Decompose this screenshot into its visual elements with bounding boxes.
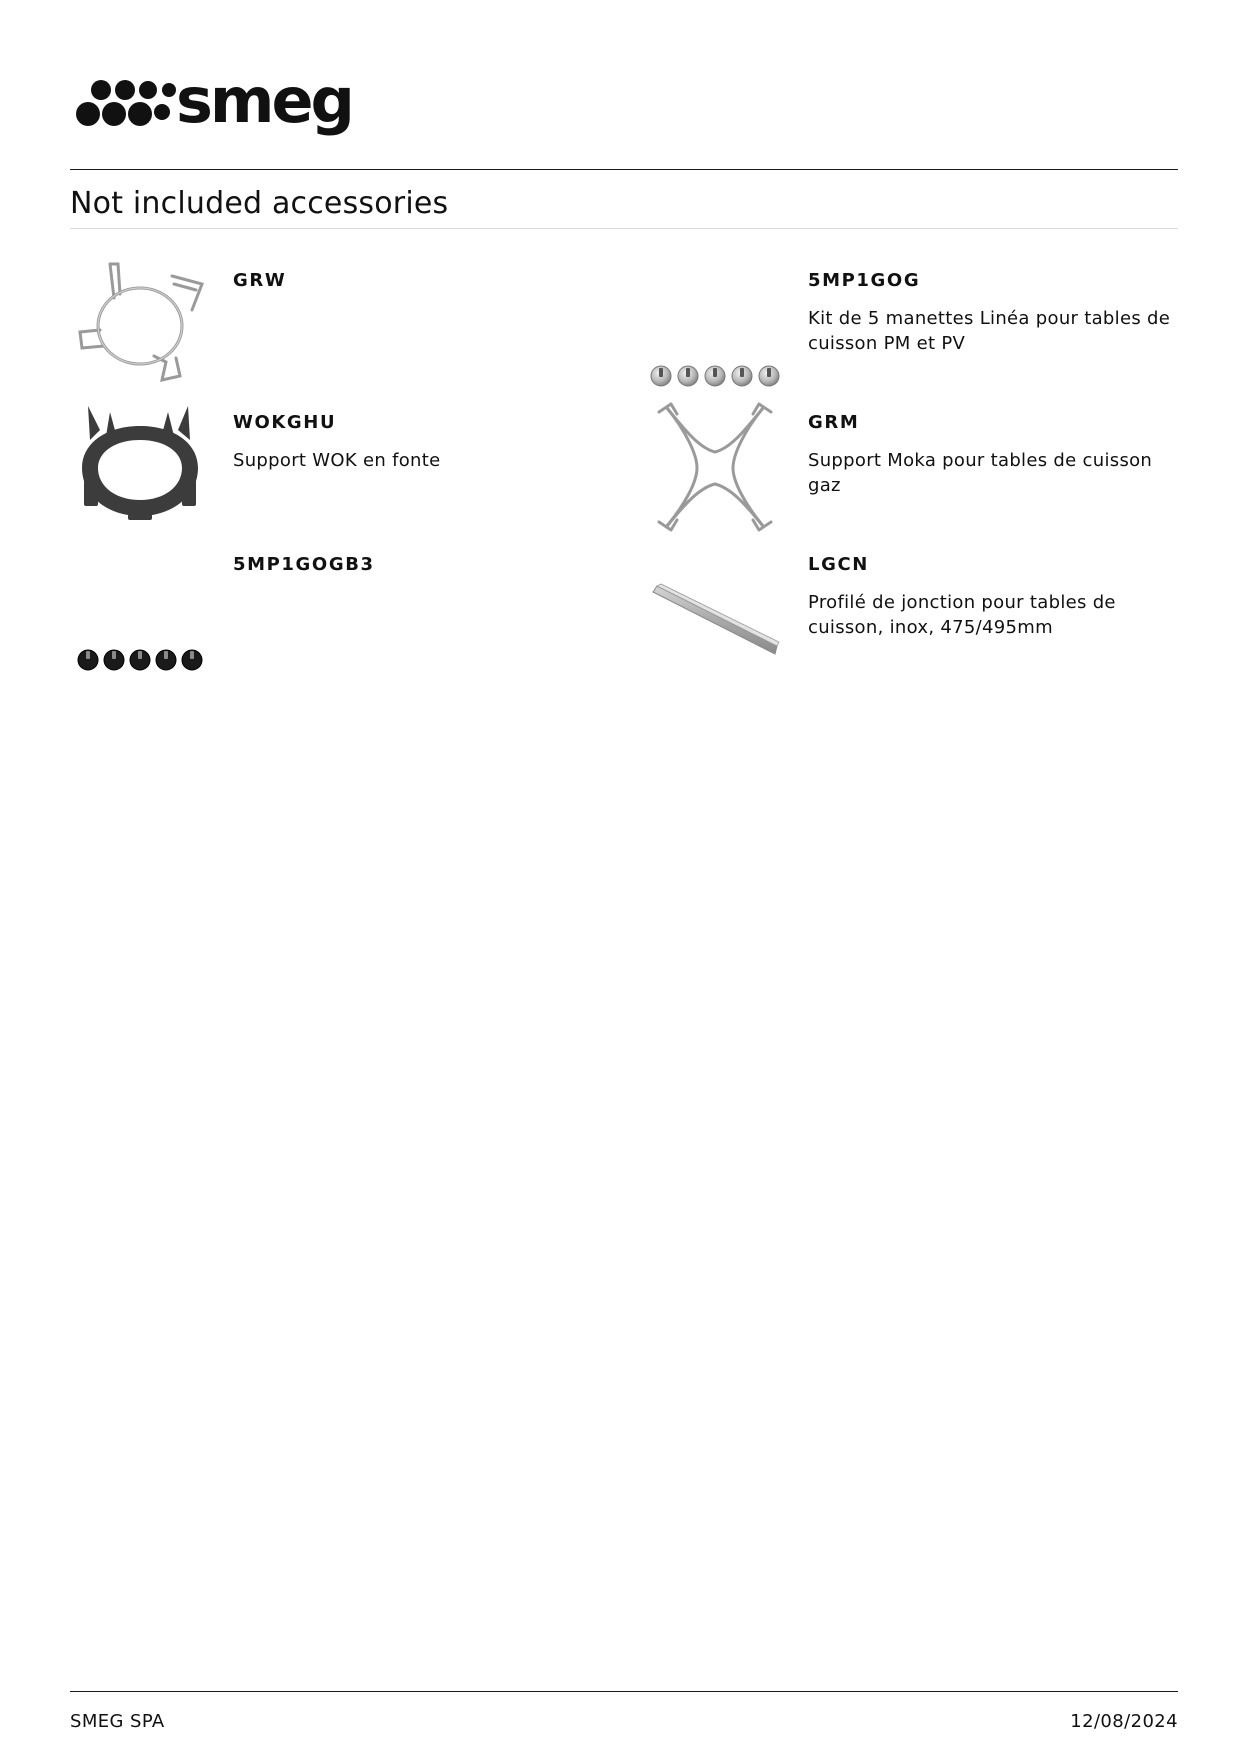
accessory-code: GRM xyxy=(808,412,860,433)
accessory-item xyxy=(645,400,1185,535)
footer-divider xyxy=(70,1691,1178,1692)
accessory-code: LGCN xyxy=(808,554,869,575)
accessory-description: Support WOK en fonte xyxy=(233,450,441,471)
section-divider xyxy=(70,228,1178,229)
smeg-logo-icon xyxy=(74,66,384,136)
accessory-item xyxy=(70,400,610,535)
accessory-code: 5MP1GOGB3 xyxy=(233,554,375,575)
black-knobs-icon xyxy=(70,542,210,677)
cast-iron-wok-support-icon xyxy=(70,400,210,535)
section-title: Not included accessories xyxy=(70,186,449,221)
wok-ring-icon xyxy=(70,258,210,393)
silver-knobs-icon xyxy=(645,258,785,393)
smeg-logo xyxy=(74,66,384,136)
header-divider xyxy=(70,169,1178,170)
accessory-code: WOKGHU xyxy=(233,412,337,433)
accessory-item xyxy=(645,542,1185,677)
accessory-description: Kit de 5 manettes Linéa pour tables de cuisson PM et PV xyxy=(808,308,1171,354)
svg-text:smeg: smeg xyxy=(176,66,352,136)
footer-date: 12/08/2024 xyxy=(1070,1711,1178,1732)
junction-profile-icon xyxy=(645,542,785,677)
accessory-description: Profilé de jonction pour tables de cuisson, inox, 475/495mm xyxy=(808,592,1116,638)
accessory-code: 5MP1GOG xyxy=(808,270,921,291)
footer-company: SMEG SPA xyxy=(70,1711,165,1732)
accessory-item xyxy=(645,258,1185,393)
accessory-code: GRW xyxy=(233,270,287,291)
accessory-item xyxy=(70,542,610,677)
accessory-item xyxy=(70,258,610,393)
accessory-description: Support Moka pour tables de cuisson gaz xyxy=(808,450,1153,496)
moka-support-icon xyxy=(645,400,785,535)
